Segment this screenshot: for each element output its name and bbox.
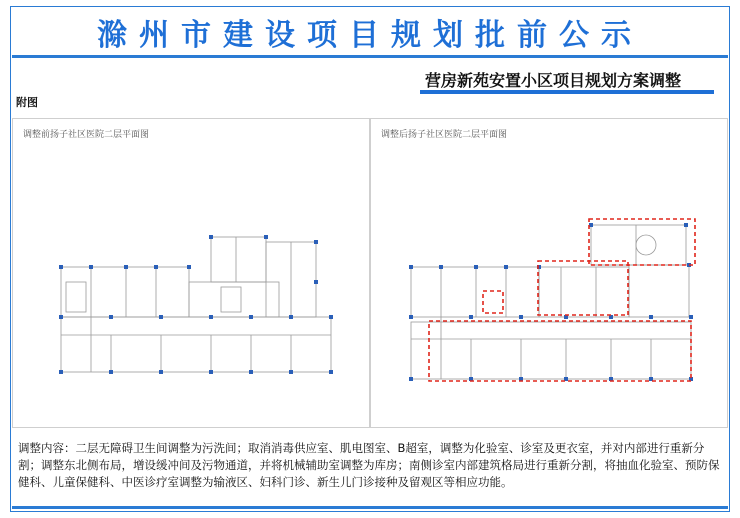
before-floor-plan	[51, 227, 341, 387]
after-floor-plan	[401, 217, 701, 389]
changed-area-northeast	[589, 219, 695, 265]
adjustment-description: 调整内容：二层无障碍卫生间调整为污洗间；取消消毒供应室、肌电图室、B超室，调整为化验室、诊室及更衣室，并对内部进行重新分割；调整东北侧布局，增设缓冲间及污物通道，并将机械辅助室调整为库房；南侧诊室内部建筑格局进行重新分割，将抽血化验室、预防保健科、儿童保健科、中医诊疗室调整为输液区、妇科门诊、新生儿门诊接种及留观区等相应功能。	[18, 441, 720, 489]
project-subtitle: 营房新苑安置小区项目规划方案调整	[425, 71, 682, 90]
after-plan-panel	[370, 118, 728, 428]
after-plan-title: 调整后扬子社区医院二层平面图	[381, 130, 508, 140]
bottom-rule	[12, 506, 728, 509]
changed-area-south	[429, 321, 691, 381]
changed-area-lab	[538, 261, 628, 315]
subtitle-underline	[420, 90, 714, 94]
title-rule	[12, 55, 728, 58]
before-plan-title: 调整前扬子社区医院二层平面图	[23, 130, 150, 140]
page-title: 滁州市建设项目规划批前公示	[97, 18, 643, 53]
before-plan-panel	[12, 118, 370, 428]
figure-label: 附图	[16, 96, 38, 109]
changed-area-washroom	[483, 291, 503, 313]
